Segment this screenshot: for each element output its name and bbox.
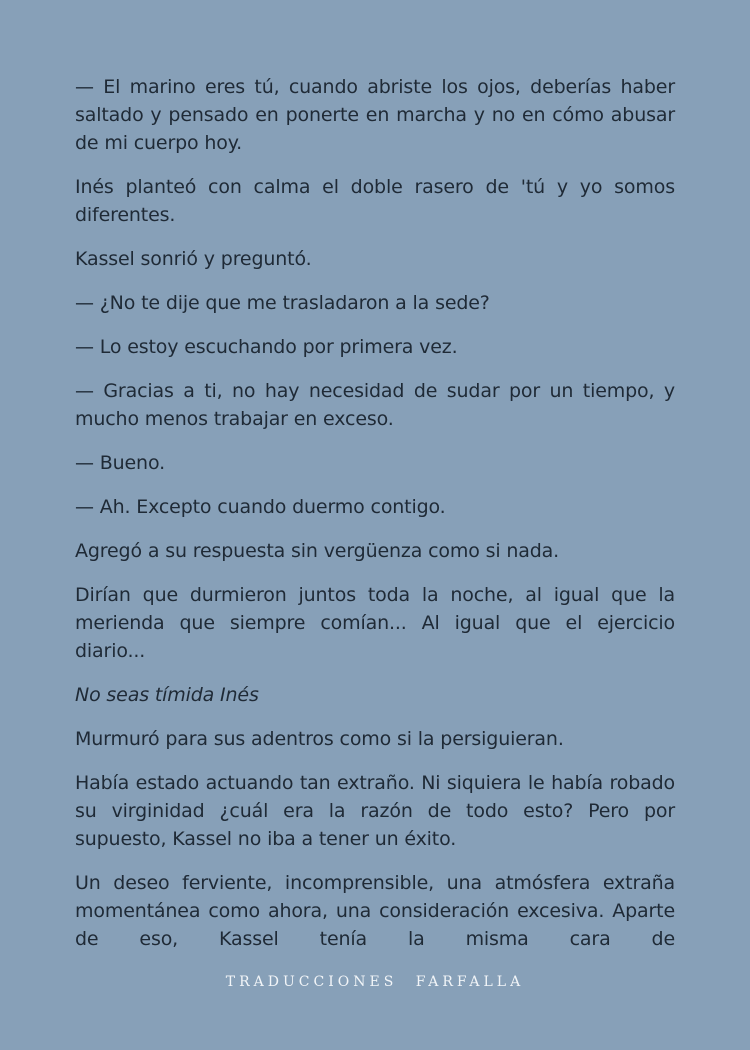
page-footer: TRADUCCIONES FARFALLA [225, 974, 525, 990]
paragraph-3: Kassel sonrió y preguntó. [75, 248, 312, 270]
paragraph-12: Murmuró para sus adentros como si la persiguieran. [75, 728, 564, 750]
paragraph-11-italic: No seas tímida Inés [75, 684, 259, 706]
paragraph-2: Inés planteó con calma el doble rasero de 'tú y yo somos diferentes. [75, 176, 675, 226]
paragraph-7: — Bueno. [75, 452, 165, 474]
paragraph-9: Agregó a su respuesta sin vergüenza como si nada. [75, 540, 560, 562]
paragraph-6: — Gracias a ti, no hay necesidad de sudar por un tiempo, y mucho menos trabajar en exceso. [75, 380, 675, 430]
paragraph-5: — Lo estoy escuchando por primera vez. [75, 336, 458, 358]
page-body [75, 73, 675, 969]
paragraph-8: — Ah. Excepto cuando duermo contigo. [75, 496, 446, 518]
paragraph-10: Dirían que durmieron juntos toda la noche, al igual que la merienda que siempre comían... Al igual que el ejercicio diario... [75, 584, 675, 662]
paragraph-4: — ¿No te dije que me trasladaron a la sede? [75, 292, 490, 314]
paragraph-1: — El marino eres tú, cuando abriste los ojos, deberías haber saltado y pensado en ponerte en marcha y no en cómo abusar de mi cuerpo hoy. [75, 76, 675, 154]
paragraph-13: Había estado actuando tan extraño. Ni siquiera le había robado su virginidad ¿cuál era la razón de todo esto? Pero por supuesto, Kassel no iba a tener un éxito. [75, 772, 675, 850]
paragraph-14: Un deseo ferviente, incomprensible, una atmósfera extraña momentánea como ahora, una consideración excesiva. Aparte de eso, Kassel tenía la misma cara de [75, 872, 675, 950]
